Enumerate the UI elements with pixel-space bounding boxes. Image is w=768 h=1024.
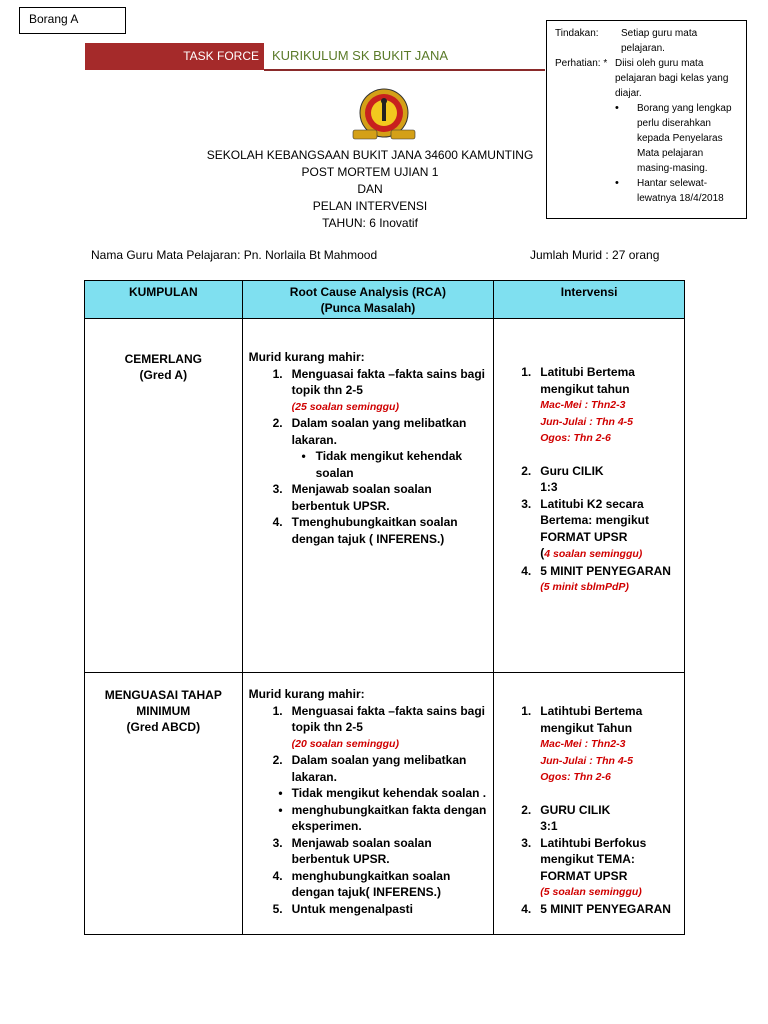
list-item: 3. Menjawab soalan soalan berbentuk UPSR.	[268, 835, 488, 868]
list-item-text: Latitubi Bertema mengikut tahun	[540, 365, 635, 396]
doc-title: POST MORTEM UJIAN 1	[301, 165, 439, 179]
list-item: 4. menghubungkaitkan soalan dengan tajuk( INFERENS.)	[268, 868, 488, 901]
list-item: 3. Latihtubi Berfokus mengikut TEMA: FORMAT UPSR	[516, 835, 678, 885]
list-item-note: (5 soalan seminggu)	[540, 886, 642, 898]
taskforce-underline	[264, 69, 545, 71]
list-item-text: Latihtubi Bertema mengikut Tahun	[540, 704, 643, 735]
list-item: 1. Menguasai fakta –fakta sains bagi topik thn 2-5	[268, 703, 488, 736]
header-rca	[242, 281, 494, 319]
intervention-cell	[494, 673, 685, 935]
school-crest-logo	[349, 86, 419, 148]
form-label-box	[19, 7, 126, 34]
rca-list	[249, 366, 488, 548]
header-kumpulan: KUMPULAN	[85, 281, 243, 319]
intervention-table	[84, 280, 685, 935]
list-item-text: 5 MINIT PENYEGARAN	[540, 901, 671, 916]
rca-heading: Murid kurang mahir:	[248, 350, 365, 364]
list-item: 2. Guru CILIK	[521, 463, 604, 478]
teacher-name: Nama Guru Mata Pelajaran: Pn. Norlaila Bt Mahmood	[91, 248, 378, 262]
perhatian-label: Perhatian: *	[555, 58, 608, 69]
list-item-text: Menjawab soalan soalan berbentuk UPSR.	[291, 835, 432, 866]
list-item: 3. Latitubi K2 secara Bertema: mengikut FORMAT UPSR	[516, 496, 678, 546]
group-name-2: MINIMUM	[136, 704, 191, 718]
list-item-note: (25 soalan seminggu)	[291, 400, 399, 413]
list-item-text: 5 MINIT PENYEGARAN	[540, 563, 671, 578]
list-item-text: Dalam soalan yang melibatkan lakaran.	[291, 416, 467, 447]
schedule-note: Ogos: Thn 2-6	[540, 432, 611, 444]
list-item-text: Guru CILIK	[540, 463, 604, 478]
rca-cell	[242, 319, 494, 673]
header-rca-line1: Root Cause Analysis (RCA)	[289, 285, 447, 299]
student-count: Jumlah Murid : 27 orang	[530, 248, 660, 262]
form-label: Borang A	[29, 12, 79, 26]
schedule-note: Ogos: Thn 2-6	[540, 771, 611, 783]
list-item-note: 4 soalan seminggu)	[544, 548, 643, 560]
list-item-text: GURU CILIK	[540, 802, 611, 817]
rca-heading: Murid kurang mahir:	[248, 687, 365, 701]
list-item-text: Latitubi K2 secara Bertema: mengikut FORMAT UPSR	[540, 496, 649, 544]
rca-cell	[242, 673, 494, 935]
perhatian-text: Diisi oleh guru mata pelajaran bagi kelas yang diajar.	[615, 58, 729, 99]
list-item-text: Menjawab soalan soalan berbentuk UPSR.	[291, 482, 432, 513]
list-item: 1. Menguasai fakta –fakta sains bagi topik thn 2-5	[268, 366, 488, 399]
taskforce-label: TASK FORCE	[85, 43, 264, 70]
list-bullet-text: Tidak mengikut kehendak soalan	[315, 449, 463, 480]
schedule-note: Jun-Julai : Thn 4-5	[540, 415, 634, 428]
list-item-ratio: 1:3	[540, 480, 558, 494]
list-bullet: • Tidak mengikut kehendak soalan	[268, 448, 488, 481]
list-item: 4. 5 MINIT PENYEGARAN	[521, 901, 671, 916]
list-bullet: • menghubungkaitkan fakta dengan eksperimen.	[278, 802, 487, 833]
tindakan-label: Tindakan:	[555, 28, 599, 39]
taskforce-banner	[85, 43, 545, 70]
list-item: 4. Tmenghubungkaitkan soalan dengan tajuk ( INFERENS.)	[268, 514, 488, 547]
list-item-text: Menguasai fakta –fakta sains bagi topik thn 2-5	[291, 366, 486, 397]
group-grade: (Gred ABCD)	[126, 720, 201, 734]
table-row	[85, 673, 685, 935]
list-item-text: Latihtubi Berfokus mengikut TEMA: FORMAT UPSR	[540, 835, 647, 883]
list-item: 5. Untuk mengenalpasti	[272, 901, 413, 916]
list-item-text: menghubungkaitkan soalan dengan tajuk( INFERENS.)	[291, 868, 451, 899]
list-item: 3. Menjawab soalan soalan berbentuk UPSR.	[268, 481, 488, 514]
list-bullet-text: menghubungkaitkan fakta dengan eksperimen.	[291, 802, 487, 833]
tindakan-text: Setiap guru mata pelajaran.	[621, 28, 698, 54]
list-bullet-text: Tidak mengikut kehendak soalan .	[291, 786, 487, 800]
list-item-text: Untuk mengenalpasti	[291, 901, 413, 916]
note-paren: (	[540, 546, 545, 560]
list-item: 2. Dalam soalan yang melibatkan lakaran.	[268, 752, 488, 785]
header-rca-line2: (Punca Masalah)	[320, 301, 416, 315]
instruction-note	[546, 20, 747, 219]
list-item-note: (5 minit sblmPdP)	[540, 581, 629, 593]
taskforce-title: KURIKULUM SK BUKIT JANA	[272, 48, 449, 63]
list-item: 2. GURU CILIK	[521, 802, 611, 817]
intervention-list	[516, 703, 678, 917]
list-bullet: • Tidak mengikut kehendak soalan .	[278, 786, 487, 800]
list-item-text: Menguasai fakta –fakta sains bagi topik thn 2-5	[291, 703, 486, 734]
intervention-list	[516, 364, 678, 596]
list-item: 2. Dalam soalan yang melibatkan lakaran.	[268, 415, 488, 448]
group-name: MENGUASAI TAHAP	[104, 688, 222, 702]
table-header-row	[85, 281, 685, 319]
group-name: CEMERLANG	[124, 352, 202, 366]
list-item-text: Tmenghubungkaitkan soalan dengan tajuk ( INFERENS.)	[291, 515, 458, 546]
group-cell	[85, 319, 243, 673]
list-item: 4. 5 MINIT PENYEGARAN	[521, 563, 671, 578]
document-header	[190, 147, 550, 232]
doc-title-and: DAN	[357, 182, 383, 196]
header-intervensi: Intervensi	[494, 281, 685, 319]
note-bullet-list	[615, 101, 738, 206]
table-row	[85, 319, 685, 673]
list-item-note: (20 soalan seminggu)	[291, 737, 399, 750]
list-item-ratio: 3:1	[540, 819, 558, 833]
list-item-text: Dalam soalan yang melibatkan lakaran.	[291, 753, 467, 784]
list-item: 1. Latitubi Bertema mengikut tahun	[516, 364, 678, 397]
list-item: 1. Latihtubi Bertema mengikut Tahun	[516, 703, 678, 736]
group-cell	[85, 673, 243, 935]
doc-subtitle: PELAN INTERVENSI	[312, 199, 428, 213]
doc-year: TAHUN: 6 Inovatif	[322, 216, 418, 230]
schedule-note: Jun-Julai : Thn 4-5	[540, 754, 634, 767]
schedule-note: Mac-Mei : Thn2-3	[540, 738, 626, 750]
note-bullet: • Borang yang lengkap perlu diserahkan kepada Penyelaras Mata pelajaran masing-masing.	[615, 101, 738, 176]
schedule-note: Mac-Mei : Thn2-3	[540, 399, 626, 411]
rca-list	[249, 703, 488, 918]
note-bullet: • Hantar selewat-lewatnya 18/4/2018	[615, 176, 738, 206]
group-grade: (Gred A)	[139, 368, 188, 382]
intervention-cell	[494, 319, 685, 673]
school-name: SEKOLAH KEBANGSAAN BUKIT JANA 34600 KAMUNTING	[206, 148, 534, 162]
